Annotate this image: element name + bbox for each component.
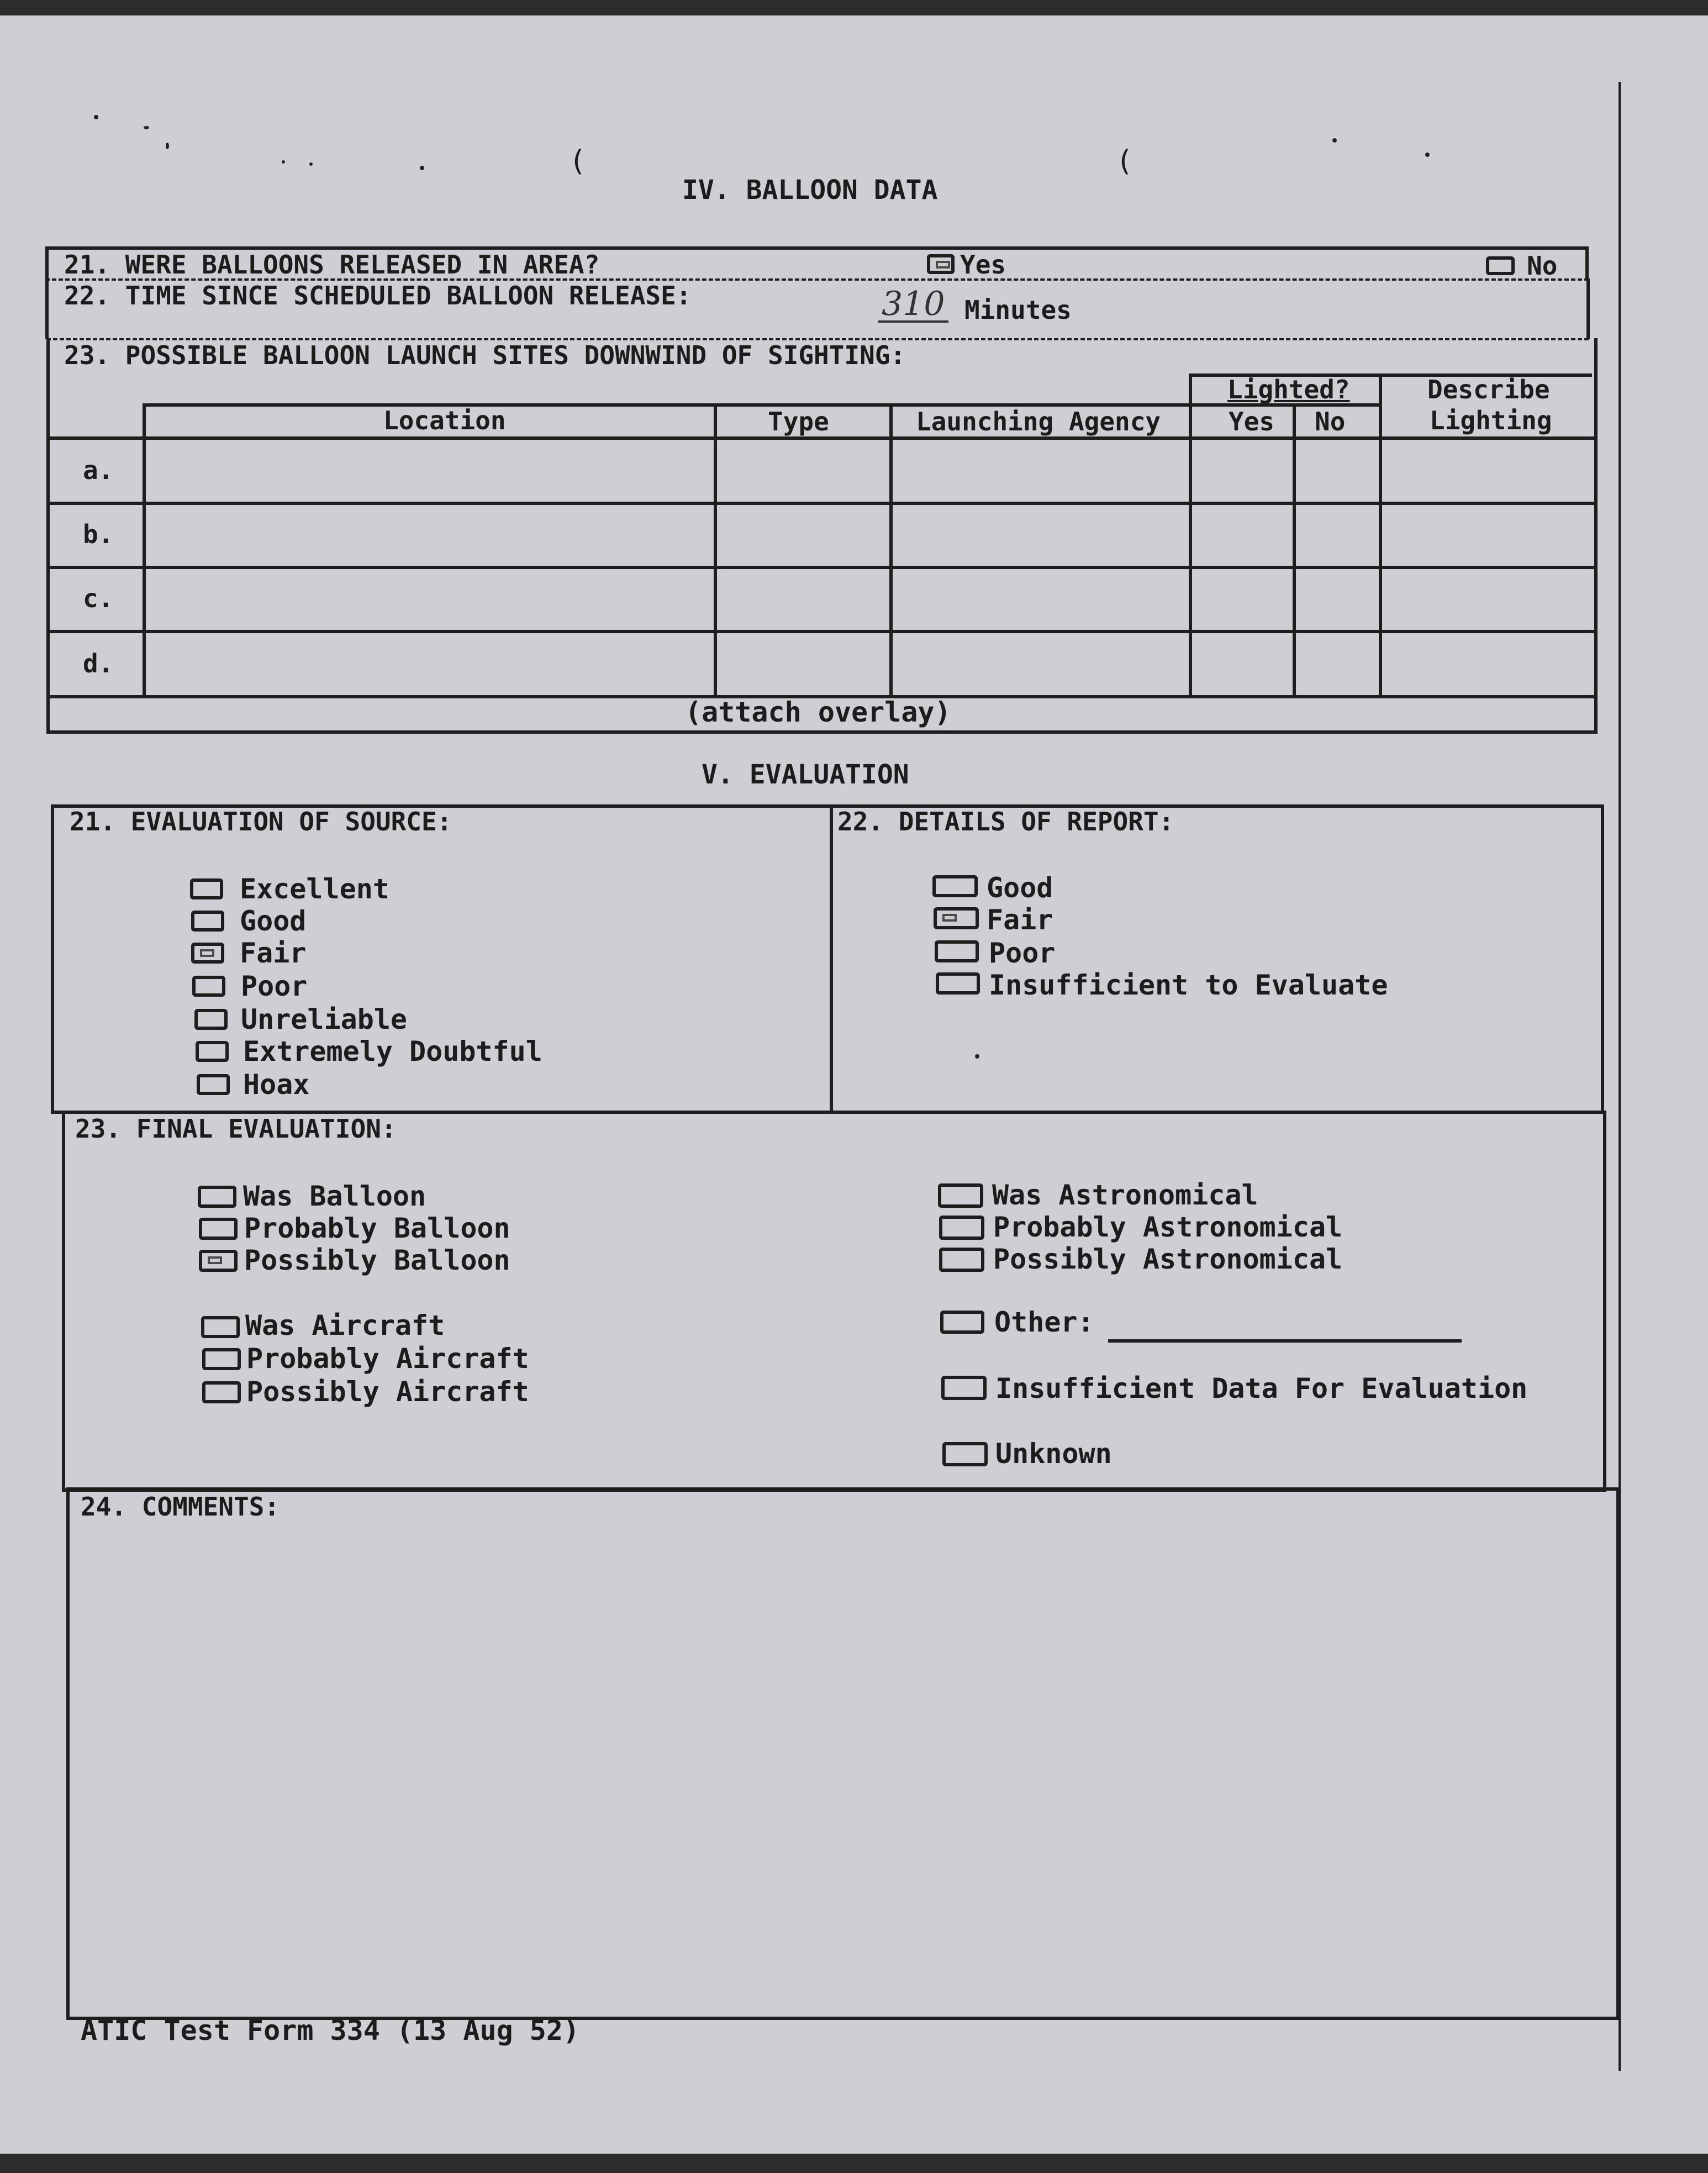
details-insufficient-checkbox[interactable] <box>936 972 980 995</box>
row-label-a: a. <box>83 455 114 485</box>
row-sep <box>50 630 1594 633</box>
row-label-b: b. <box>83 519 114 549</box>
final-insufficient-label: Insufficient Data For Evaluation <box>995 1372 1528 1404</box>
final-was-balloon-checkbox[interactable] <box>198 1186 236 1208</box>
source-extremely-doubtful-checkbox[interactable] <box>196 1041 229 1062</box>
q22-handwritten-value[interactable]: 310 <box>878 287 948 323</box>
header-no: No <box>1315 407 1346 436</box>
header-location: Location <box>383 406 506 435</box>
final-other-checkbox[interactable] <box>940 1311 984 1334</box>
details-good-checkbox[interactable] <box>932 875 978 897</box>
final-unknown-checkbox[interactable] <box>942 1442 988 1466</box>
final-possibly-aircraft-checkbox[interactable] <box>202 1381 241 1403</box>
final-other-blank-line[interactable] <box>1108 1339 1462 1343</box>
final-probably-aircraft-checkbox[interactable] <box>202 1348 241 1370</box>
final-possibly-balloon-checkbox[interactable] <box>199 1250 238 1272</box>
q21-yes-label: Yes <box>960 250 1006 280</box>
q21-no-checkbox[interactable] <box>1486 256 1515 275</box>
source-poor-checkbox[interactable] <box>192 976 225 997</box>
source-good-label: Good <box>240 905 307 937</box>
final-probably-aircraft-label: Probably Aircraft <box>246 1343 529 1375</box>
details-label: 22. DETAILS OF REPORT: <box>837 807 1174 836</box>
source-fair-checkbox[interactable] <box>191 943 224 964</box>
final-possibly-astronomical-label: Possibly Astronomical <box>993 1243 1343 1275</box>
col-yes-right <box>1293 403 1296 695</box>
final-was-aircraft-label: Was Aircraft <box>245 1309 445 1341</box>
scan-speck <box>94 115 98 119</box>
scan-speck <box>420 166 424 170</box>
source-hoax-label: Hoax <box>243 1069 310 1101</box>
row-sep <box>50 502 1594 505</box>
source-label: 21. EVALUATION OF SOURCE: <box>70 807 452 836</box>
section-iv-title: IV. BALLOON DATA <box>682 175 938 206</box>
header-agency: Launching Agency <box>916 407 1161 436</box>
source-excellent-checkbox[interactable] <box>190 878 223 899</box>
source-extremely-doubtful-label: Extremely Doubtful <box>243 1035 542 1067</box>
form-id-footer: ATIC Test Form 334 (13 Aug 52) <box>81 2014 580 2046</box>
final-was-balloon-label: Was Balloon <box>243 1180 426 1212</box>
final-probably-astronomical-checkbox[interactable] <box>939 1216 984 1240</box>
header-type: Type <box>768 407 829 436</box>
punch-mark: ( <box>1116 145 1134 178</box>
final-was-aircraft-checkbox[interactable] <box>201 1316 240 1338</box>
punch-mark: ( <box>569 145 587 178</box>
q21-yes-checkbox[interactable] <box>927 254 955 274</box>
lighted-subheader-line <box>1189 403 1379 407</box>
scan-speck <box>1332 138 1337 143</box>
lighted-header-left <box>1189 373 1192 695</box>
describe-col-left <box>1379 373 1382 695</box>
q22-label: 22. TIME SINCE SCHEDULED BALLOON RELEASE: <box>64 281 692 311</box>
q21-left-border <box>45 246 49 278</box>
source-unreliable-checkbox[interactable] <box>194 1009 228 1030</box>
source-fair-label: Fair <box>240 937 307 969</box>
details-poor-label: Poor <box>989 937 1056 969</box>
source-poor-label: Poor <box>241 970 308 1002</box>
details-insufficient-label: Insufficient to Evaluate <box>989 969 1388 1001</box>
row-sep <box>50 436 1594 440</box>
final-possibly-astronomical-checkbox[interactable] <box>939 1248 984 1272</box>
col-type-right <box>889 403 893 695</box>
final-possibly-balloon-label: Possibly Balloon <box>244 1244 510 1276</box>
col-label-right <box>143 403 146 695</box>
header-describe-2: Lighting <box>1430 406 1552 435</box>
header-lighted: Lighted? <box>1227 375 1350 404</box>
scanned-form-page <box>0 15 1708 2154</box>
final-insufficient-checkbox[interactable] <box>941 1376 987 1400</box>
details-good-label: Good <box>987 872 1053 904</box>
q21-label: 21. WERE BALLOONS RELEASED IN AREA? <box>64 250 600 280</box>
q23-outer-frame <box>46 338 1598 734</box>
q22-unit: Minutes <box>964 295 1072 325</box>
final-possibly-aircraft-label: Possibly Aircraft <box>246 1376 529 1408</box>
comments-label: 24. COMMENTS: <box>81 1492 280 1522</box>
header-yes: Yes <box>1229 407 1275 436</box>
q22-left-border <box>45 278 49 339</box>
final-probably-balloon-checkbox[interactable] <box>199 1218 238 1240</box>
header-describe-1: Describe <box>1427 375 1550 404</box>
q21-right-border <box>1585 246 1589 278</box>
q21-no-label: No <box>1527 251 1558 281</box>
scan-speck <box>309 162 313 166</box>
q23-label: 23. POSSIBLE BALLOON LAUNCH SITES DOWNWIND OF SIGHTING: <box>64 340 906 370</box>
attach-overlay-note: (attach overlay) <box>685 696 951 728</box>
final-probably-astronomical-label: Probably Astronomical <box>993 1211 1343 1243</box>
col-location-right <box>714 403 717 695</box>
scan-speck <box>144 126 149 129</box>
final-was-astronomical-label: Was Astronomical <box>992 1179 1258 1211</box>
row-sep <box>50 566 1594 569</box>
source-box <box>51 804 833 1114</box>
source-excellent-label: Excellent <box>240 873 389 905</box>
final-evaluation-box <box>62 1111 1606 1492</box>
details-fair-checkbox[interactable] <box>934 907 979 929</box>
section-v-title: V. EVALUATION <box>702 759 909 790</box>
source-unreliable-label: Unreliable <box>241 1003 408 1035</box>
row-label-c: c. <box>83 583 114 613</box>
scan-speck <box>1425 152 1430 157</box>
source-good-checkbox[interactable] <box>191 911 224 932</box>
scan-speck <box>282 160 285 164</box>
final-unknown-label: Unknown <box>995 1438 1112 1470</box>
comments-box[interactable] <box>66 1487 1620 2020</box>
q22-right-border <box>1586 278 1590 339</box>
final-was-astronomical-checkbox[interactable] <box>938 1183 983 1208</box>
scan-speck <box>166 143 169 149</box>
row-label-d: d. <box>83 649 114 678</box>
details-fair-label: Fair <box>987 904 1053 936</box>
final-label: 23. FINAL EVALUATION: <box>75 1114 397 1144</box>
final-other-label: Other: <box>994 1306 1094 1338</box>
details-poor-checkbox[interactable] <box>935 940 979 962</box>
final-probably-balloon-label: Probably Balloon <box>244 1212 510 1244</box>
source-hoax-checkbox[interactable] <box>197 1074 230 1095</box>
